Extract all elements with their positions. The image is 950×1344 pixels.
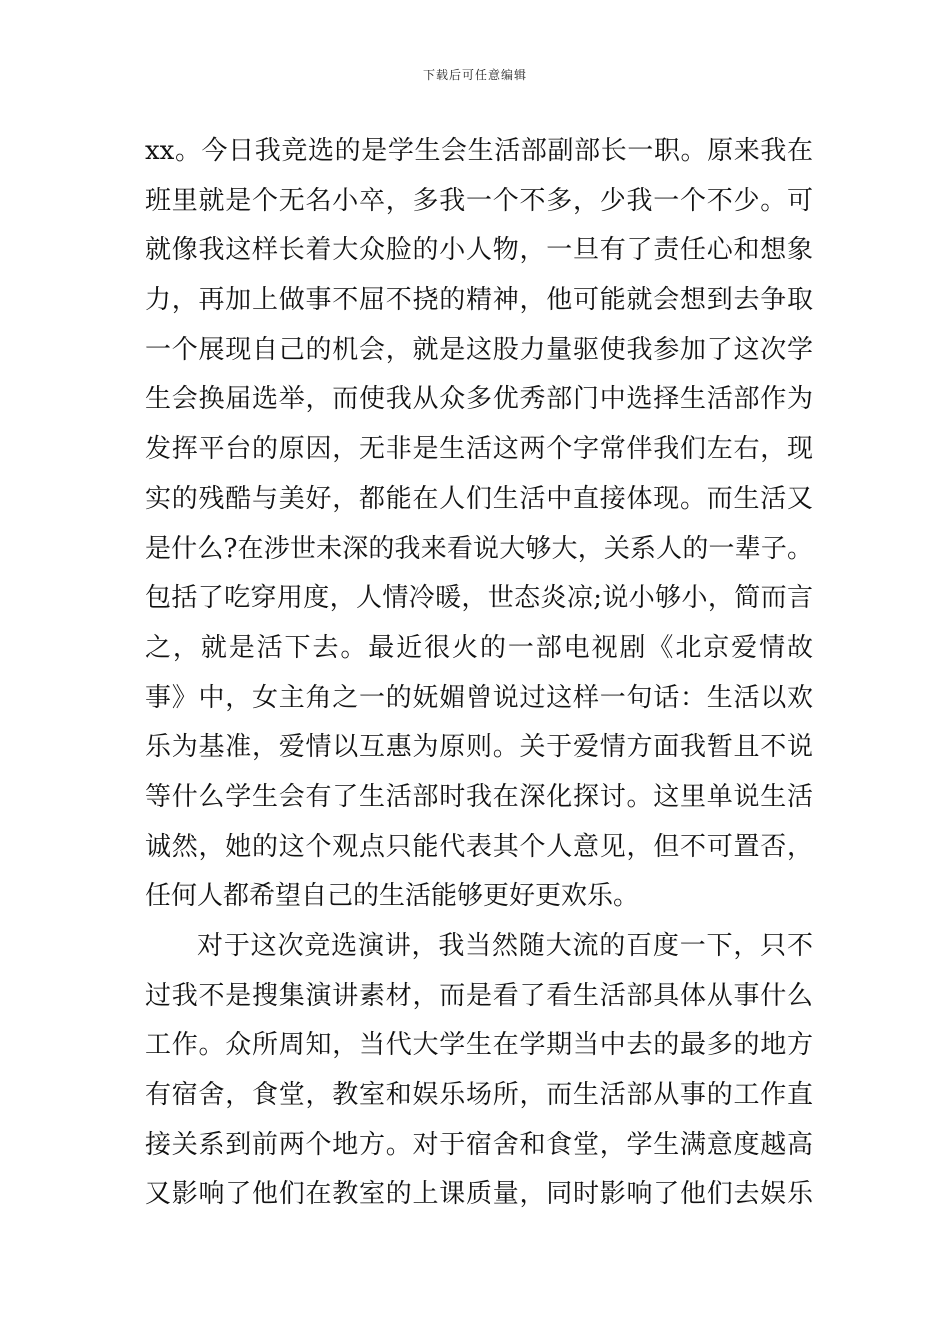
text-line: 事》中，女主角之一的妩媚曾说过这样一句话：生活以欢: [145, 682, 813, 713]
text-line: 诚然，她的这个观点只能代表其个人意见，但不可置否，: [145, 831, 813, 862]
text-line: 工作。众所周知，当代大学生在学期当中去的最多的地方: [145, 1030, 813, 1061]
text-line: 生会换届选举，而使我从众多优秀部门中选择生活部作为: [145, 384, 813, 415]
text-line: 过我不是搜集演讲素材，而是看了看生活部具体从事什么: [145, 980, 813, 1011]
page-header: 下载后可任意编辑: [422, 68, 527, 82]
text-line: 就像我这样长着大众脸的小人物，一旦有了责任心和想象: [145, 235, 813, 266]
text-line: 对于这次竞选演讲，我当然随大流的百度一下，只不: [197, 931, 813, 961]
text-line: 之，就是活下去。最近很火的一部电视剧《北京爱情故: [145, 632, 813, 663]
text-line: 包括了吃穿用度，人情冷暖，世态炎凉;说小够小，简而言: [145, 583, 813, 614]
paragraph-1: [145, 127, 813, 922]
document-body: [145, 127, 813, 1220]
text-line: 一个展现自己的机会，就是这股力量驱使我参加了这次学: [145, 334, 813, 365]
text-line: 力，再加上做事不屈不挠的精神，他可能就会想到去争取: [145, 285, 813, 316]
text-line: xx。今日我竞选的是学生会生活部副部长一职。原来我在: [145, 136, 813, 166]
text-line: 实的残酷与美好，都能在人们生活中直接体现。而生活又: [145, 483, 813, 514]
text-line: 等什么学生会有了生活部时我在深化探讨。这里单说生活: [145, 781, 813, 812]
text-line: 班里就是个无名小卒，多我一个不多，少我一个不少。可: [145, 185, 813, 216]
text-line: 有宿舍，食堂，教室和娱乐场所，而生活部从事的工作直: [145, 1080, 813, 1111]
text-line: 接关系到前两个地方。对于宿舍和食堂，学生满意度越高: [145, 1129, 813, 1160]
text-line: 发挥平台的原因，无非是生活这两个字常伴我们左右，现: [145, 434, 813, 465]
text-line: 又影响了他们在教室的上课质量，同时影响了他们去娱乐: [145, 1179, 813, 1210]
paragraph-2: [145, 922, 813, 1220]
text-line: 乐为基准，爱情以互惠为原则。关于爱情方面我暂且不说: [145, 732, 813, 763]
text-line: 任何人都希望自己的生活能够更好更欢乐。: [145, 881, 640, 912]
text-line: 是什么?在涉世未深的我来看说大够大，关系人的一辈子。: [145, 533, 813, 564]
